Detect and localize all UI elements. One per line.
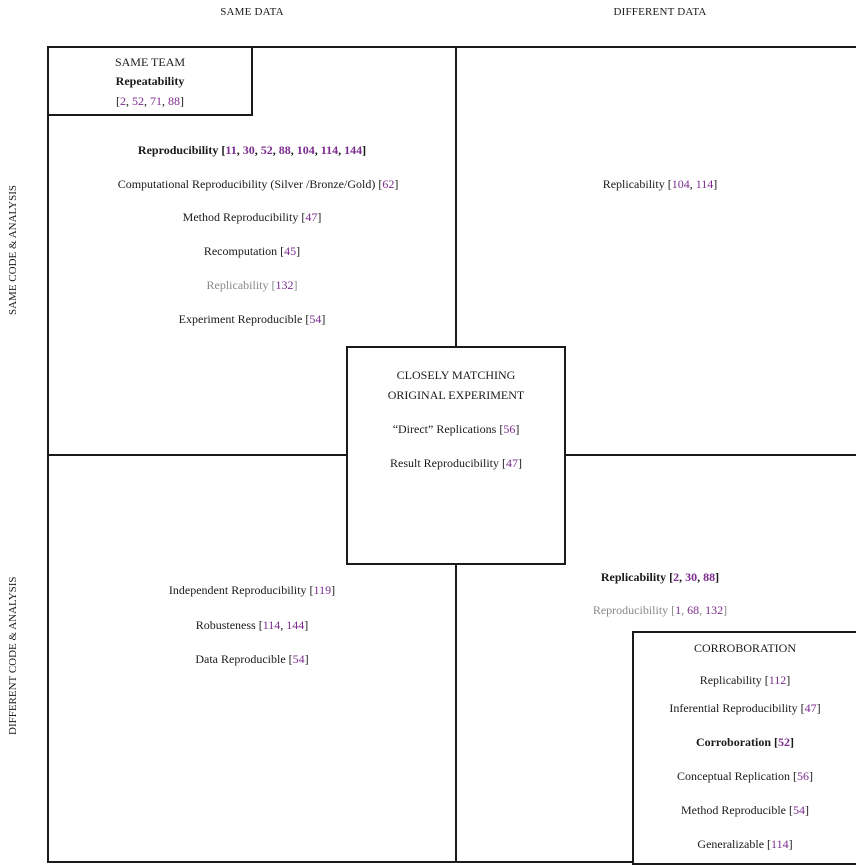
ref: 45	[284, 244, 297, 258]
term: “Direct” Replications	[392, 422, 497, 436]
ref: 54	[292, 652, 305, 666]
corroboration-item-conceptual: Conceptual Replication [56]	[677, 769, 813, 783]
term: Result Reproducibility	[390, 456, 499, 470]
ref: 114	[771, 837, 789, 851]
term: Conceptual Replication	[677, 769, 790, 783]
corroboration-item-generalizable: Generalizable [114]	[697, 837, 793, 851]
ref: 47	[305, 210, 318, 224]
top-left-item-experiment: Experiment Reproducible [54]	[178, 312, 326, 326]
corroboration-item-method: Method Reproducible [54]	[681, 803, 809, 817]
term: Robusteness	[195, 618, 256, 632]
ref: 52	[778, 735, 791, 749]
term: Recomputation	[203, 244, 278, 258]
corroboration-title: CORROBORATION	[693, 641, 796, 655]
ref: 88	[278, 143, 291, 157]
ref: 2	[120, 94, 126, 108]
term: Computational Reproducibility (Silver /Bronze/Gold)	[117, 177, 376, 191]
column-header-same-data: SAME DATA	[220, 6, 284, 18]
corroboration-box	[632, 631, 856, 865]
term: Reproducibility	[592, 603, 669, 617]
term: Experiment Reproducible	[178, 312, 303, 326]
ref: 68	[687, 603, 700, 617]
corroboration-item-corroboration: Corroboration [52]	[695, 735, 795, 749]
ref: 104	[296, 143, 315, 157]
top-left-item-recomputation: Recomputation [45]	[203, 244, 301, 258]
term: Replicability	[600, 570, 667, 584]
term: Method Reproducibility	[182, 210, 299, 224]
ref: 56	[796, 769, 809, 783]
ref: 1	[675, 603, 682, 617]
bottom-right-item-reproducibility: Reproducibility [1, 68, 132]	[592, 603, 728, 617]
ref: 88	[168, 94, 180, 108]
same-team-title: SAME TEAM	[114, 55, 186, 69]
ref: 30	[242, 143, 255, 157]
corroboration-item-replicability: Replicability [112]	[699, 673, 791, 687]
row-header-different-code: DIFFERENT CODE & ANALYSIS	[7, 576, 19, 735]
bottom-left-item-data: Data Reproducible [54]	[195, 652, 309, 666]
ref: 47	[506, 456, 518, 470]
ref: 52	[132, 94, 144, 108]
ref: 114	[695, 177, 714, 191]
ref: 54	[792, 803, 805, 817]
bottom-left-item-robusteness: Robusteness [114, 144]	[195, 618, 309, 632]
center-item-result: Result Reproducibility [47]	[390, 456, 522, 470]
column-header-different-data: DIFFERENT DATA	[613, 6, 707, 18]
top-left-item-reproducibility: Reproducibility [11, 30, 52, 88, 104, 114, 144]	[137, 143, 367, 157]
ref: 144	[286, 618, 305, 632]
ref: 47	[804, 701, 817, 715]
center-title-line2: ORIGINAL EXPERIMENT	[387, 388, 525, 402]
ref: 132	[275, 278, 294, 292]
ref: 54	[309, 312, 322, 326]
ref: 104	[671, 177, 690, 191]
center-title-line1: CLOSELY MATCHING	[396, 368, 516, 382]
ref: 62	[382, 177, 395, 191]
same-team-refs: [2, 52, 71, 88]	[116, 94, 184, 108]
term: Data Reproducible	[195, 652, 286, 666]
term: Method Reproducible	[681, 803, 786, 817]
ref: 2	[673, 570, 680, 584]
ref: 52	[260, 143, 273, 157]
ref: 114	[320, 143, 339, 157]
closely-matching-box	[346, 346, 566, 565]
term: Replicability	[699, 673, 762, 687]
ref: 71	[150, 94, 162, 108]
row-header-same-code: SAME CODE & ANALYSIS	[7, 185, 19, 315]
top-left-item-computational: Computational Reproducibility (Silver /Bronze/Gold) [62]	[117, 177, 399, 191]
bottom-left-item-independent: Independent Reproducibility [119]	[168, 583, 336, 597]
term: Inferential Reproducibility	[669, 701, 798, 715]
same-team-box	[47, 46, 253, 116]
bottom-right-item-replicability: Replicability [2, 30, 88]	[600, 570, 720, 584]
same-team-term: Repeatability	[115, 74, 185, 88]
ref: 132	[705, 603, 724, 617]
top-left-item-method: Method Reproducibility [47]	[182, 210, 322, 224]
ref: 114	[262, 618, 281, 632]
ref: 11	[225, 143, 237, 157]
ref: 56	[503, 422, 516, 436]
term: Generalizable	[697, 837, 765, 851]
ref: 88	[703, 570, 716, 584]
ref: 30	[685, 570, 698, 584]
center-item-direct: “Direct” Replications [56]	[392, 422, 520, 436]
term: Replicability	[602, 177, 665, 191]
ref: 112	[768, 673, 787, 687]
top-left-item-replicability: Replicability [132]	[206, 278, 298, 292]
corroboration-item-inferential: Inferential Reproducibility [47]	[669, 701, 821, 715]
term: Independent Reproducibility	[168, 583, 307, 597]
term: Corroboration	[695, 735, 772, 749]
term: Replicability	[206, 278, 269, 292]
top-right-item-replicability: Replicability [104, 114]	[602, 177, 718, 191]
ref: 119	[313, 583, 332, 597]
ref: 144	[344, 143, 363, 157]
term: Reproducibility	[137, 143, 219, 157]
